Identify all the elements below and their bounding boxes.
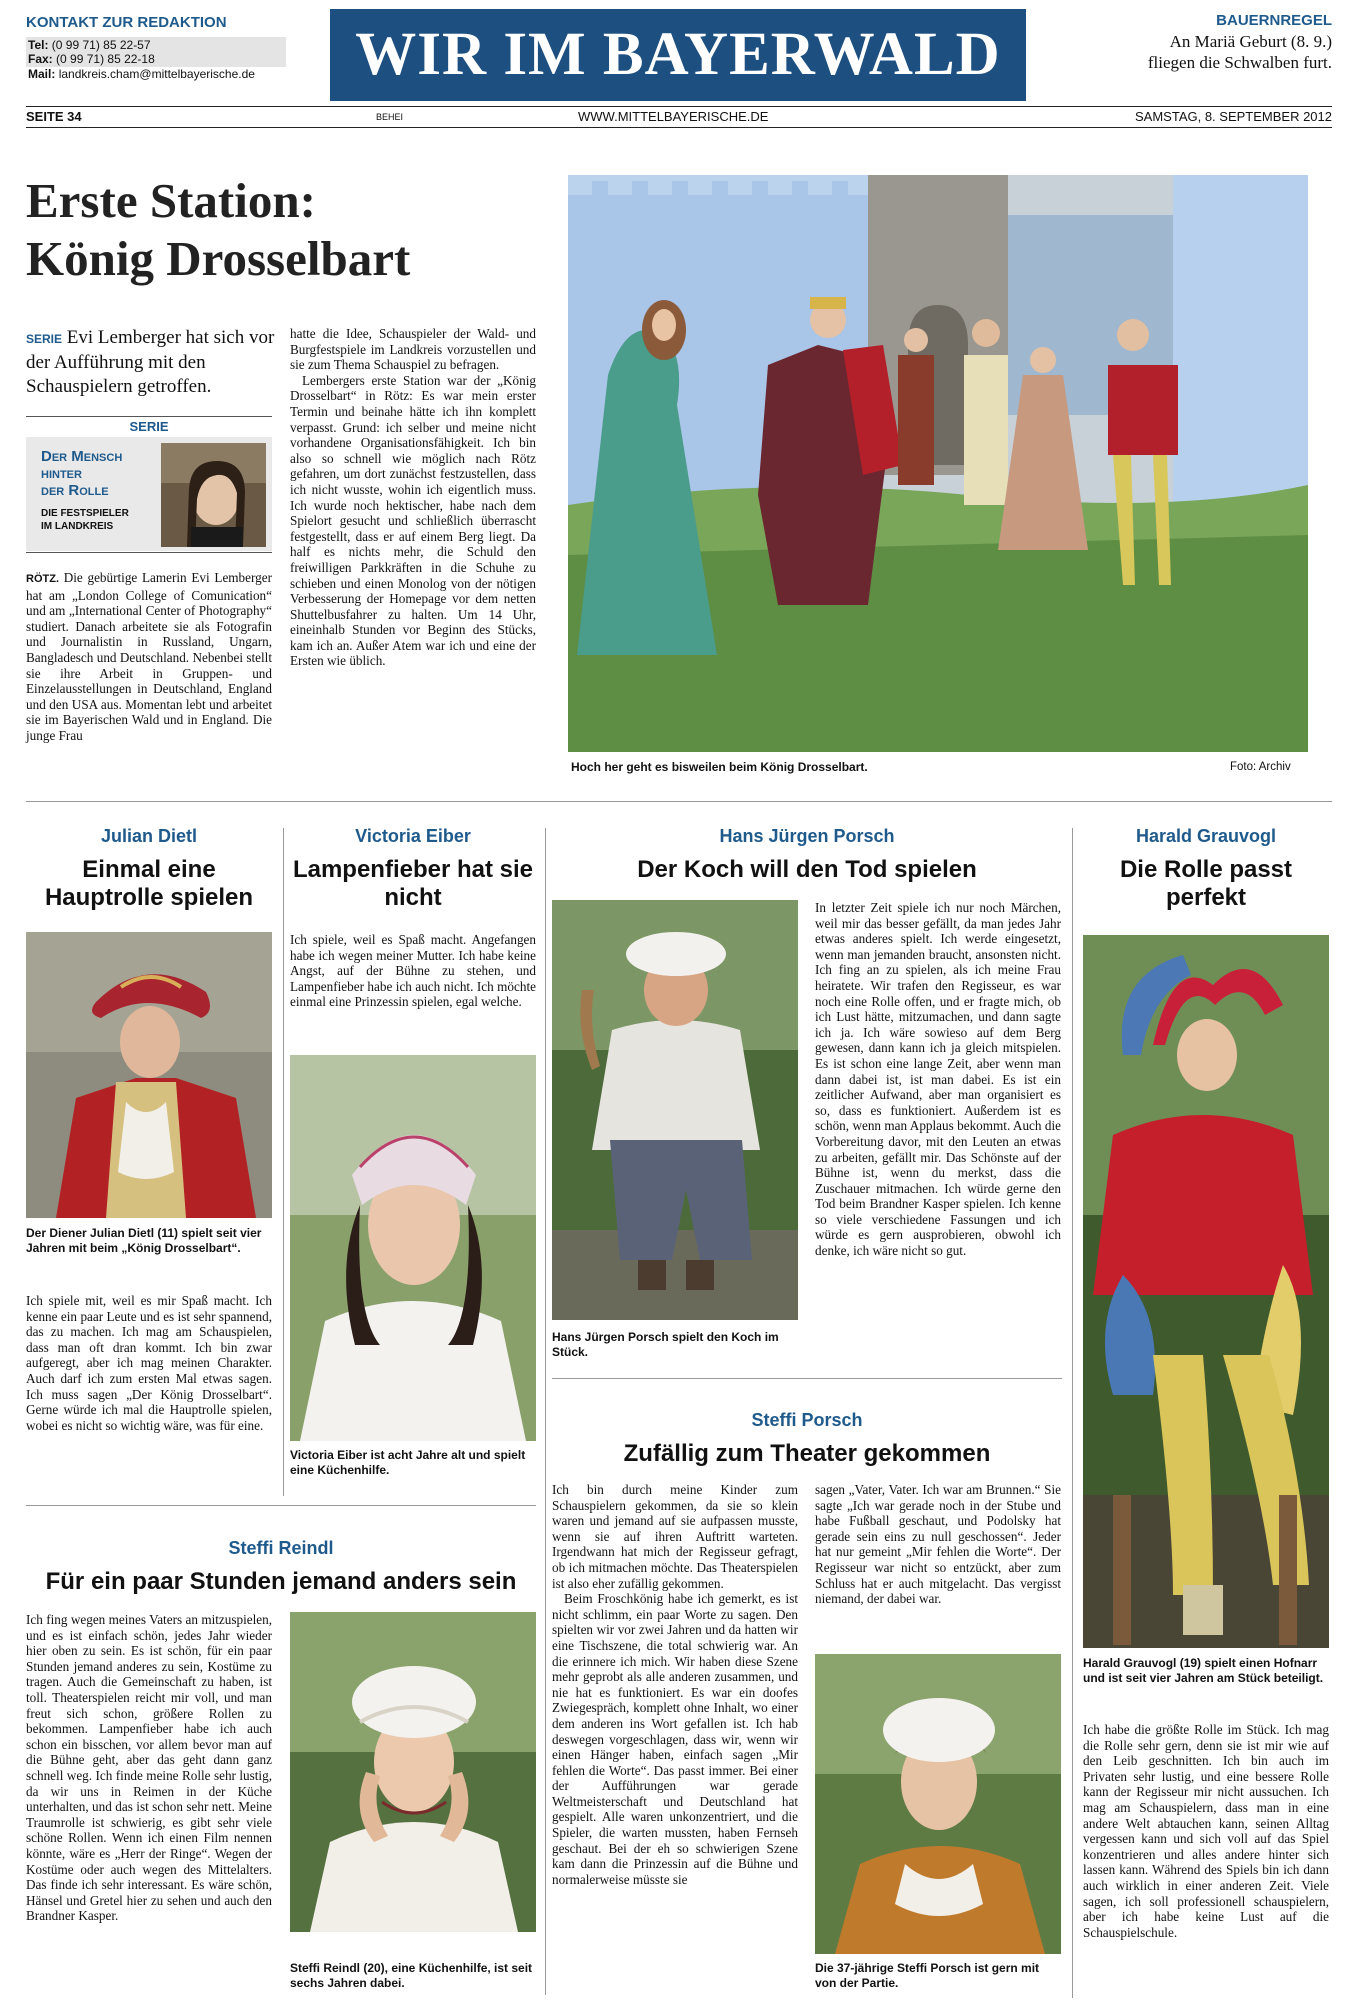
steffi-reindl-text: Ich fing wegen meines Vaters an mitzuspielen, und es ist einfach schön, jedes Jahr wieder hier oben zu sein. Es ist schön, für ein paar Stunden jemand anderes zu sein, Kostüme zu tragen. Auch die Gemeinschaft zu haben, ist toll. Theaterspielen reicht mir voll, und man freut sich schon, größere Rollen zu bekommen. Lampenfieber habe ich auch schon ein bisschen, vor allem bevor man auf die Bühne geht, aber das geht dann ganz schnell weg. Ich finde meine Rolle sehr lustig, da wir uns in Reimen in der Küche unterhalten, und das ist schon sehr nett. Meine Traumrolle ist schwierig, es gibt sehr viele schöne Rollen. Wenn ich einen Film nennen könnte, wäre es „Herr der Ringe“. Wegen der Kostüme oder auch wegen des Mittelalters. Das finde ich sehr interessant. Es wäre schön, Hänsel und Gretel hier zu sehen und auch den Brandner Kasper. [26,1612,272,1924]
lead-photo-credit: Foto: Archiv [1230,761,1291,773]
lead-photo [568,175,1308,752]
steffi-porsch-photo [815,1654,1061,1954]
harald-kicker: Harald Grauvogl [1135,826,1277,846]
hans-caption: Hans Jürgen Porsch spielt den Koch im Stück. [552,1330,779,1359]
contact-details: Tel: (0 99 71) 85 22-57 Fax: (0 99 71) 85 22-18 [26,37,286,67]
harald-photo [1083,935,1329,1648]
folio-page: SEITE 34 [26,109,82,124]
dateline: RÖTZ. [26,573,59,585]
victoria-headline: Lampenfieber hat sie nicht [292,856,534,911]
lead-teaser [26,326,276,399]
farmer-rule-line2: fliegen die Schwalben furt. [1147,53,1332,72]
victoria-caption: Victoria Eiber ist acht Jahre alt und spielt eine Küchenhilfe. [290,1448,526,1477]
masthead-title-bar [330,9,1026,101]
steffi-porsch-caption: Die 37-jährige Steffi Porsch ist gern mit von der Partie. [815,1961,1040,1990]
contact-box: KONTAKT ZUR REDAKTION Tel: (0 99 71) 85 22-57 Fax: (0 99 71) 85 22-18 Mail: landkreis.cham@mittelbayerische.de [26,14,286,81]
harald-text: Ich habe die größte Rolle im Stück. Ich mag die Rolle sehr gern, denn sie ist mir wie auf den Leib geschnitten. Ich bin auch im Privaten sehr lustig, und eine bessere Rolle kann der Regisseur mir nicht aussuchen. Ich mag am Schauspielern, dass man in eine andere Welt abtauchen kann, seinen Alltag vergessen kann und sich voll auf das Spiel konzentrieren und alles andere hinter sich lassen kann. Während des Spiels bin ich dann auch wirklich in einer anderen Zeit. Viele sagen, ich soll professionell schauspielern, aber ich habe keine Lust auf die Schauspielschule. [1083,1722,1329,1940]
farmer-rule-line1: An Mariä Geburt (8. 9.) [1169,32,1332,51]
series-subtitle: DIE FESTSPIELER IM LANDKREIS [41,508,129,532]
steffi-porsch-kicker: Steffi Porsch [751,1410,863,1430]
steffi-reindl-kicker: Steffi Reindl [228,1538,334,1558]
folio-url: WWW.MITTELBAYERISCHE.DE [578,109,769,124]
steffi-porsch-col2: sagen „Vater, Vater. Ich war am Brunnen.“ Sie sagte „Ich war gerade noch in der Stube und habe Fußball geschaut, und Podolsky hat gerade sein eins zu null geschossen“. Jeder hat nur gemeint „Mir fehlen die Worte“. Der Regisseur war nicht so entzückt, aber zum Schluss hat er auch mitgelacht. Das vergisst niemand, der dabei war. [815,1482,1061,1607]
steffi-reindl-headline: Für ein paar Stunden jemand anders sein [45,1568,517,1595]
harald-caption: Harald Grauvogl (19) spielt einen Hofnarr und ist seit vier Jahren am Stück beteiligt. [1083,1656,1324,1685]
series-box [26,437,272,551]
hans-headline: Der Koch will den Tod spielen [637,856,977,883]
julian-text: Ich spiele mit, weil es mir Spaß macht. Ich kenne ein paar Leute und es ist sehr spannend, das zu machen. Ich mag am Schauspielen, dass man oft dran kommt. Ich bin zwar aufgeregt, aber ich mag meinen Charakter. Auch darf ich zum ersten Mal etwas sagen. Ich muss sagen „Der König Drosselbart“. Gerne würde ich mal die Hauptrolle spielen, wobei es nicht so wichtig wäre, was für eine. [26,1293,272,1433]
farmer-rule-box [1082,12,1332,73]
steffi-porsch-col1: Ich bin durch meine Kinder zum Schauspielern gekommen, da sie so klein waren und jemand auf sie aufpassen musste, wenn sie auf ihren Auftritt warteten. Irgendwann hat mich der Regisseur gefragt, ob ich mitmachen möchte. Das Theaterspielen ist also eher zufällig gekommen. Beim Froschkönig habe ich gemerkt, es ist nicht schlimm, ein paar Worte zu sagen. Den spielten wir vor zwei Jahren und da hatten wir eine Tischszene, die total schwierig war. An die erinnere ich mich. Wir haben diese Szene mehr geprobt als alle anderen zusammen, und nie hat es funktioniert. Es war ein doofes Zwiegespräch, komplett ohne Inhalt, wo einer dem anderen ins Wort gefallen ist. Ich hab deswegen vorgeschlagen, dass wir, wenn wir einen Hänger haben, einfach sagen „Mir fehlen die Worte“. Das passt immer. Bei einer der Aufführungen war gerade Weltmeisterschaft und Deutschland hat gespielt. Alle waren unkonzentriert, und die Spieler, die warten mussten, haben Fernseh geschaut. Bei der eh so schwierigen Szene kam dann die Prinzessin auf die Bühne und normalerweise müsste sie [552,1482,798,1887]
lead-col2: hatte die Idee, Schauspieler der Wald- und Burgfestspiele im Landkreis vorzustellen und sie zum Thema Schauspiel zu befragen. Lembergers erste Station war der „König Drosselbart“ in Rötz: Es war mein erster Termin und beinahe hätte ich ihn komplett verpasst. Grund: ich selber und meine nicht vorhandene Organisationsfähigkeit. Ich bin also so schnell wie möglich nach Rötz gefahren, um dort zunächst festzustellen, dass ich nicht wusste, wohin ich eigentlich muss. Ich wurde noch hektischer, habe nach dem Spielort gesucht und schließlich überrascht festgestellt, dass er auf einem Berg liegt. Da half es nichts mehr, die Schuld den freiwilligen Parkkräften in die Schuhe zu schieben und einen Monolog von der nötigen Verbesserung der Homepage vor dem netten Shuttelbusfahrer zu halten. Um 14 Uhr, eineinhalb Stunden vor Beginn des Stücks, kam ich an. Außer Atem war ich und eine der Ersten wie üblich. [290,326,536,669]
fax-number: (0 99 71) 85 22-18 [56,52,155,66]
hans-photo [552,900,798,1320]
masthead-title: WIR IM BAYERWALD [355,21,1001,88]
lead-headline: Erste Station: König Drosselbart [26,173,411,286]
victoria-text: Ich spiele, weil es Spaß macht. Angefangen habe ich wegen meiner Mutter. Ich habe keine Angst, auf der Bühne zu stehen, und Lampenfieber habe ich auch nicht. Ich möchte einmal eine Prinzessin spielen, egal welche. [290,932,536,1010]
hans-text: In letzter Zeit spiele ich nur noch Märchen, weil mir das besser gefällt, da man jedes Jahr etwas anderes spielt. Ich werde eingesetzt, wenn man jemanden braucht, ansonsten nicht. Ich fing an zu spielen, als ich meine Frau heiratete. Wir trafen den Regisseur, es war noch eine Rolle offen, und er fragte mich, ob ich Lust hätte, mitzumachen, und dann sagte ich ja. Ich wäre sowieso auf dem Berg gewesen, dann kann ich ja gleich mitspielen. Es ist schon eine lange Zeit, aber wenn man dann dabei ist, ist man dabei. Es ist ein zeitlicher Aufwand, aber man organisiert es so, dass es funktioniert. Außerdem ist es schön, wenn man Applaus bekommt. Auch die Vorbereitung davor, mit den Leuten an etwas zu arbeiten, gefällt mir. Das Schönste auf der Bühne ist, wenn du merkst, dass die Zuschauer mitmachen. Ich würde gerne den Tod beim Brandner Kasper spielen. Ich kenne so viele verschiedene Fassungen und ich würde es gern ausprobieren, obwohl ich denke, ich wäre nicht so gut. [815,900,1061,1259]
series-label: SERIE [129,419,169,434]
lead-col1: RÖTZ. Die gebürtige Lamerin Evi Lemberger hat am „London College of Comunication“ und am „International Center of Photography“ studiert. Danach arbeitete sie als Fotografin und Journalistin in Russland, Ungarn, Bangladesch und Deutschland. Nebenbei stellt sie ihre Arbeit in Gruppen- und Einzelausstellungen in Deutschland, England und den USA aus. Momentan lebt und arbeitet sie im Bayerischen Wald und in England. Die junge Frau [26,570,272,743]
farmer-rule-title: BAUERNREGEL [1216,12,1332,29]
mail-address: landkreis.cham@mittelbayerische.de [58,67,255,81]
julian-caption: Der Diener Julian Dietl (11) spielt seit vier Jahren mit beim „König Drosselbart“. [26,1226,262,1255]
harald-headline: Die Rolle passt perfekt [1119,856,1293,911]
julian-headline: Einmal eine Hauptrolle spielen [44,856,254,911]
teaser-text: Evi Lemberger hat sich vor der Aufführung mit den Schauspielern getroffen. [26,327,275,397]
folio-date: SAMSTAG, 8. SEPTEMBER 2012 [1135,109,1332,124]
julian-photo [26,932,272,1218]
folio-code: BEHEI [376,112,404,122]
lead-photo-caption: Hoch her geht es bisweilen beim König Drosselbart. [571,760,868,774]
victoria-kicker: Victoria Eiber [355,826,471,846]
author-portrait [161,443,266,547]
steffi-reindl-caption: Steffi Reindl (20), eine Küchenhilfe, ist seit sechs Jahren dabei. [290,1961,533,1990]
teaser-label: SERIE [26,332,63,346]
steffi-porsch-headline: Zufällig zum Theater gekommen [623,1440,991,1467]
julian-kicker: Julian Dietl [100,826,198,846]
tel-number: (0 99 71) 85 22-57 [51,38,151,52]
hans-kicker: Hans Jürgen Porsch [719,826,895,846]
series-name: Der Mensch hinter der Rolle [41,448,123,499]
victoria-photo [290,1055,536,1441]
contact-title: KONTAKT ZUR REDAKTION [26,14,227,31]
steffi-reindl-photo [290,1612,536,1932]
